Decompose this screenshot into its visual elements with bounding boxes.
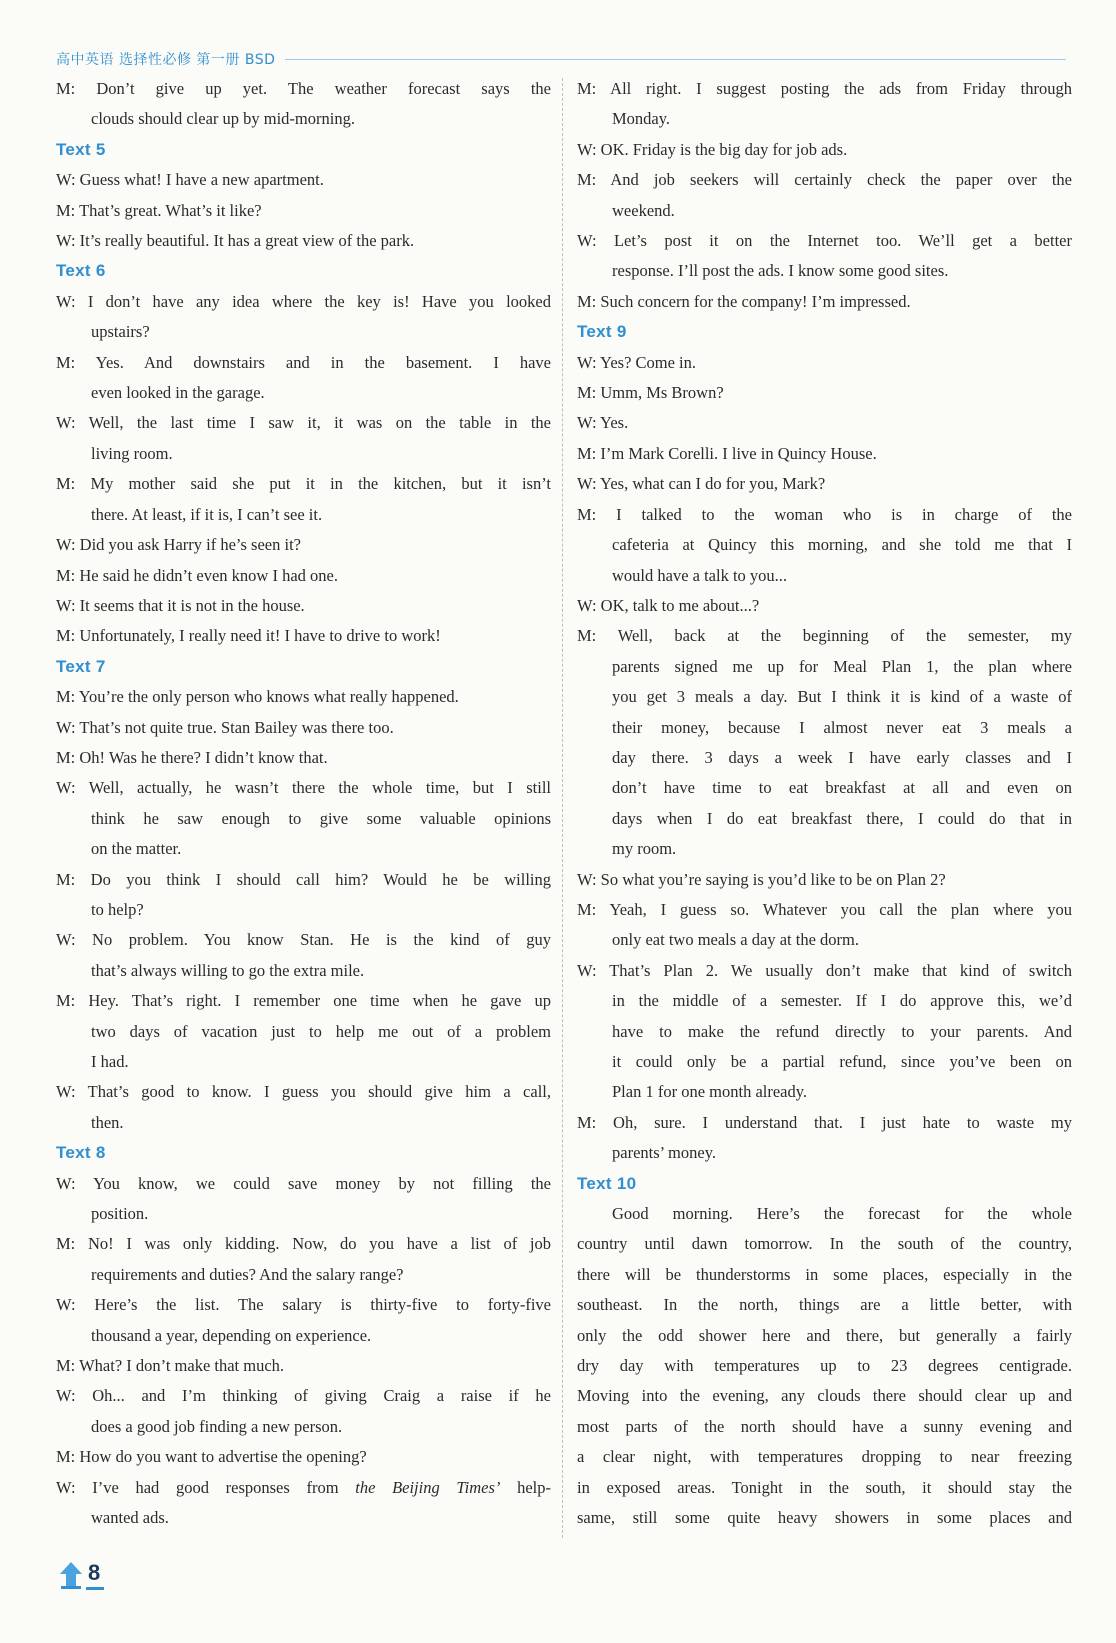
dialogue-continuation: position. <box>91 1204 149 1224</box>
left-column <box>56 74 551 1534</box>
page-header <box>56 48 1066 70</box>
dialogue-line: W: You know, we could save money by not filling the <box>56 1173 551 1193</box>
dialogue-continuation: my room. <box>612 839 677 859</box>
dialogue-continuation: requirements and duties? And the salary range? <box>91 1264 404 1284</box>
dialogue-continuation: their money, because I almost never eat 3 meals a <box>612 717 1072 737</box>
section-heading: Text 6 <box>56 261 106 281</box>
dialogue-line: W: Did you ask Harry if he’s seen it? <box>56 535 301 555</box>
dialogue-continuation: upstairs? <box>91 322 150 342</box>
dialogue-line: M: He said he didn’t even know I had one. <box>56 565 338 585</box>
paragraph-line: in exposed areas. Tonight in the south, it should stay the <box>577 1477 1072 1497</box>
dialogue-line: M: You’re the only person who knows what really happened. <box>56 687 459 707</box>
dialogue-line <box>56 1473 551 1503</box>
dialogue-continuation: to help? <box>91 899 144 919</box>
dialogue-continuation: wanted ads. <box>91 1508 169 1528</box>
dialogue-line: M: How do you want to advertise the opening? <box>56 1447 367 1467</box>
dialogue-line: M: Hey. That’s right. I remember one time when he gave up <box>56 991 551 1011</box>
dialogue-line: M: I’m Mark Corelli. I live in Quincy House. <box>577 443 877 463</box>
dialogue-line: M: What? I don’t make that much. <box>56 1356 285 1376</box>
dialogue-line: M: Do you think I should call him? Would he be willing <box>56 869 551 889</box>
dialogue-line: M: Oh, sure. I understand that. I just hate to waste my <box>577 1112 1072 1132</box>
dialogue-continuation: weekend. <box>612 200 675 220</box>
dialogue-continuation: I had. <box>91 1052 129 1071</box>
dialogue-line: M: My mother said she put it in the kitchen, but it isn’t <box>56 474 551 494</box>
dialogue-continuation: it could only be a partial refund, since you’ve been on <box>612 1052 1072 1071</box>
section-heading: Text 10 <box>577 1173 637 1193</box>
paragraph-line: country until dawn tomorrow. In the south of the country, <box>577 1234 1072 1254</box>
dialogue-line: M: Unfortunately, I really need it! I have to drive to work! <box>56 626 441 646</box>
dialogue-line: M: Yeah, I guess so. Whatever you call the plan where you <box>577 899 1072 919</box>
dialogue-continuation: would have a talk to you... <box>612 565 788 585</box>
dialogue-continuation: does a good job finding a new person. <box>91 1416 343 1436</box>
dialogue-line: W: So what you’re saying is you’d like to be on Plan 2? <box>577 869 946 889</box>
section-heading: Text 9 <box>577 322 627 342</box>
dialogue-continuation: even looked in the garage. <box>91 383 265 403</box>
column-divider <box>562 78 563 1538</box>
page-footer <box>58 1560 104 1590</box>
dialogue-continuation: don’t have time to eat breakfast at all and even on <box>612 778 1072 798</box>
paragraph-line: southeast. In the north, things are a little better, with <box>577 1295 1072 1315</box>
dialogue-continuation: Monday. <box>612 109 671 129</box>
dialogue-continuation: then. <box>91 1112 124 1132</box>
dialogue-continuation: on the matter. <box>91 839 182 859</box>
dialogue-continuation: cafeteria at Quincy this morning, and she told me that I <box>612 535 1072 555</box>
dialogue-continuation: in the middle of a semester. If I do approve this, we’d <box>612 991 1072 1011</box>
dialogue-line: W: No problem. You know Stan. He is the kind of guy <box>56 930 551 950</box>
dialogue-continuation: have to make the refund directly to your parents. And <box>612 1021 1072 1041</box>
dialogue-line: M: Yes. And downstairs and in the basement. I have <box>56 352 551 372</box>
dialogue-continuation: only eat two meals a day at the dorm. <box>612 930 859 950</box>
dialogue-line: W: That’s Plan 2. We usually don’t make that kind of switch <box>577 960 1072 980</box>
paragraph-line: only the odd shower here and there, but generally a fairly <box>577 1325 1072 1345</box>
dialogue-line: W: Here’s the list. The salary is thirty-five to forty-five <box>56 1295 551 1315</box>
dialogue-line: W: Well, actually, he wasn’t there the whole time, but I still <box>56 778 551 798</box>
dialogue-line: W: Well, the last time I saw it, it was on the table in the <box>56 413 551 433</box>
dialogue-continuation: thousand a year, depending on experience. <box>91 1325 372 1345</box>
dialogue-line: W: It seems that it is not in the house. <box>56 595 305 615</box>
section-heading: Text 5 <box>56 139 106 159</box>
dialogue-continuation: think he saw enough to give some valuable opinions <box>91 808 551 828</box>
dialogue-line: W: OK. Friday is the big day for job ads. <box>577 139 848 159</box>
paragraph-line: dry day with temperatures up to 23 degrees centigrade. <box>577 1356 1072 1376</box>
dialogue-continuation: parents’ money. <box>612 1143 717 1163</box>
newspaper-title: the Beijing Times’ <box>355 1477 501 1497</box>
header-rule <box>285 59 1066 60</box>
line-text: W: I’ve had good responses from <box>56 1477 356 1497</box>
dialogue-line: W: Yes. <box>577 413 629 433</box>
line-text: help- <box>500 1477 552 1497</box>
dialogue-line: W: Yes, what can I do for you, Mark? <box>577 474 826 494</box>
dialogue-line: W: Yes? Come in. <box>577 352 697 372</box>
dialogue-line: M: Don’t give up yet. The weather forecast says the <box>56 79 551 98</box>
dialogue-continuation: parents signed me up for Meal Plan 1, the plan where <box>612 656 1072 676</box>
dialogue-continuation: response. I’ll post the ads. I know some good sites. <box>612 261 949 281</box>
dialogue-continuation: two days of vacation just to help me out of a problem <box>91 1021 551 1041</box>
dialogue-continuation: living room. <box>91 443 173 463</box>
dialogue-line: W: It’s really beautiful. It has a great view of the park. <box>56 231 415 251</box>
paragraph-line: there will be thunderstorms in some places, especially in the <box>577 1264 1072 1284</box>
dialogue-line: M: I talked to the woman who is in charge of the <box>577 504 1072 524</box>
dialogue-line: M: All right. I suggest posting the ads from Friday through <box>577 79 1072 98</box>
dialogue-line: M: Oh! Was he there? I didn’t know that. <box>56 747 328 767</box>
right-column <box>577 74 1072 1534</box>
dialogue-line: M: Well, back at the beginning of the semester, my <box>577 626 1072 646</box>
dialogue-line: W: Oh... and I’m thinking of giving Craig a raise if he <box>56 1386 551 1406</box>
paragraph-line: Good morning. Here’s the forecast for the whole <box>612 1204 1072 1224</box>
dialogue-continuation: that’s always willing to go the extra mile. <box>91 960 365 980</box>
dialogue-line: M: Such concern for the company! I’m impressed. <box>577 291 911 311</box>
paragraph-line: same, still some quite heavy showers in some places and <box>577 1508 1072 1528</box>
paragraph-line: a clear night, with temperatures dropping to near freezing <box>577 1447 1072 1467</box>
dialogue-line: W: Let’s post it on the Internet too. We’ll get a better <box>577 231 1072 251</box>
dialogue-continuation: Plan 1 for one month already. <box>612 1082 808 1102</box>
dialogue-line: M: Umm, Ms Brown? <box>577 383 724 403</box>
dialogue-line: W: Guess what! I have a new apartment. <box>56 170 324 190</box>
dialogue-continuation: you get 3 meals a day. But I think it is kind of a waste of <box>612 687 1072 707</box>
section-heading: Text 8 <box>56 1143 106 1163</box>
paragraph-line: most parts of the north should have a sunny evening and <box>577 1416 1072 1436</box>
dialogue-line: W: That’s not quite true. Stan Bailey was there too. <box>56 717 394 737</box>
dialogue-line: M: And job seekers will certainly check the paper over the <box>577 170 1072 190</box>
dialogue-continuation: there. At least, if it is, I can’t see it. <box>91 504 323 524</box>
paragraph-line: Moving into the evening, any clouds there should clear up and <box>577 1386 1072 1406</box>
dialogue-line: W: That’s good to know. I guess you should give him a call, <box>56 1082 551 1102</box>
book-title: 高中英语 选择性必修 第一册 BSD <box>56 52 276 68</box>
dialogue-line: W: OK, talk to me about...? <box>577 595 760 615</box>
dialogue-line: M: No! I was only kidding. Now, do you have a list of job <box>56 1234 551 1254</box>
dialogue-continuation: day there. 3 days a week I have early classes and I <box>612 747 1072 767</box>
section-heading: Text 7 <box>56 656 106 676</box>
dialogue-line: M: That’s great. What’s it like? <box>56 200 262 220</box>
dialogue-continuation: clouds should clear up by mid-morning. <box>91 109 355 129</box>
dialogue-continuation: days when I do eat breakfast there, I could do that in <box>612 808 1072 828</box>
page-number: 8 <box>86 1560 104 1590</box>
dialogue-line: W: I don’t have any idea where the key is! Have you looked <box>56 291 551 311</box>
book-arrow-icon <box>58 1560 84 1590</box>
